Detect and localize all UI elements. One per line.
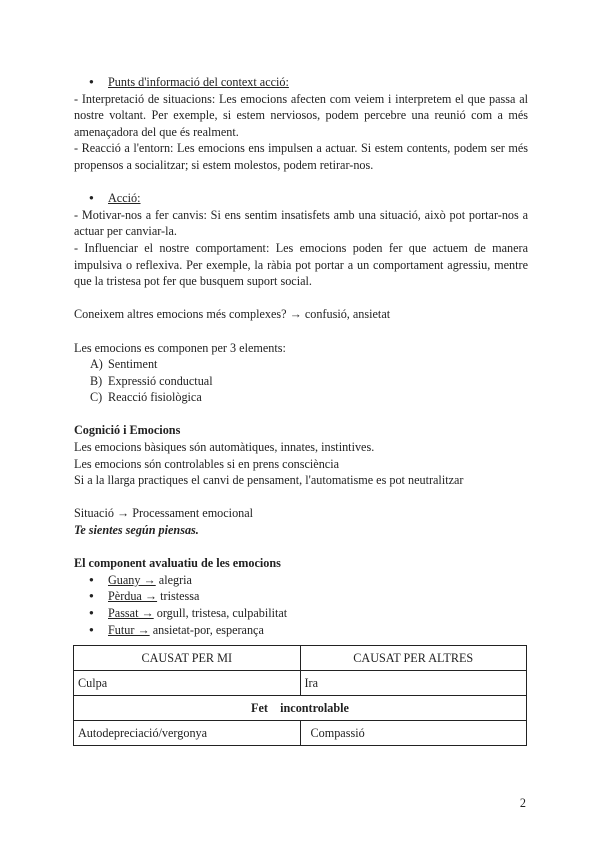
document-page: [74, 74, 528, 638]
page-number: 2: [519, 796, 526, 810]
cognicio-line-1: Les emocions bàsiques són automàtiques, innates, instintives.: [74, 440, 375, 455]
elements-intro: Les emocions es componen per 3 elements:: [74, 340, 286, 355]
table-row: [74, 671, 527, 696]
table-cell: Ira: [300, 671, 527, 696]
section1-title: [74, 74, 528, 91]
table-row: [74, 646, 527, 671]
table-cell: Compassió: [300, 721, 527, 746]
situacio-quote: Te sientes según piensas.: [74, 523, 199, 538]
elements-list: [74, 356, 528, 406]
cognicio-line-3: Si a la llarga practiques el canvi de pensament, l'automatisme es pot neutralitzar: [74, 473, 464, 488]
section2-title-text: Acció:: [108, 191, 141, 206]
avaluatiu-list: [74, 572, 528, 638]
section2-paragraph: [74, 207, 528, 290]
list-item: B) Expressió conductual: [90, 373, 213, 388]
section1-line-2: - Reacció a l'entorn: Les emocions ens impulsen a actuar. Si estem contents, podem ser més propensos a socialitzar; si estem molestos, podem retirar-nos.: [74, 141, 528, 172]
section2-bullet-list: [74, 190, 528, 207]
section2-title: [74, 190, 528, 207]
table-header-cell: CAUSAT PER ALTRES: [300, 646, 527, 671]
table-cell: Autodepreciació/vergonya: [74, 721, 301, 746]
complex-emotions-line: Coneixem altres emocions més complexes? → confusió, ansietat: [74, 307, 391, 322]
cognicio-line-2: Les emocions són controlables si en prens consciència: [74, 456, 340, 471]
table-cell: Culpa: [74, 671, 301, 696]
list-item: ● Passat → orgull, tristesa, culpabilitat: [74, 605, 528, 622]
table-merged-cell: Fet incontrolable: [74, 696, 527, 721]
section2-line-1: - Motivar-nos a fer canvis: Si ens sentim insatisfets amb una situació, això pot portar-nos a actuar per canviar-la.: [74, 207, 528, 239]
section1-line-1: - Interpretació de situacions: Les emocions afecten com veiem i interpretem el que passa al nostre voltant. Per exemple, si estem nerviosos, podem percebre una reunió com a més amenaçadora del que és realment.: [74, 91, 528, 139]
table-header-cell: CAUSAT PER MI: [74, 646, 301, 671]
table-row: [74, 721, 527, 746]
section1-paragraph: [74, 91, 528, 174]
list-item: A) Sentiment: [90, 357, 158, 372]
list-item: ● Pèrdua → tristessa: [74, 588, 528, 605]
avaluatiu-heading: El component avaluatiu de les emocions: [74, 556, 281, 571]
list-item: ● Futur → ansietat-por, esperança: [74, 622, 528, 639]
section2-line-2: - Influenciar el nostre comportament: Les emocions poden fer que actuem de manera impulsiva o reflexiva. Per exemple, la ràbia pot portar a un comportament agressiu, mentre que la tristesa pot fer que busquem suport social.: [74, 240, 528, 289]
situacio-line: Situació → Processament emocional: [74, 506, 254, 521]
list-item: C) Reacció fisiològica: [90, 390, 202, 405]
section1-title-text: Punts d'informació del context acció:: [108, 75, 289, 89]
cognicio-heading: Cognició i Emocions: [74, 423, 181, 438]
table-row: [74, 696, 527, 721]
section1-bullet-list: [74, 74, 528, 91]
emotions-table: [73, 645, 527, 746]
list-item: ● Guany → alegria: [74, 572, 528, 589]
